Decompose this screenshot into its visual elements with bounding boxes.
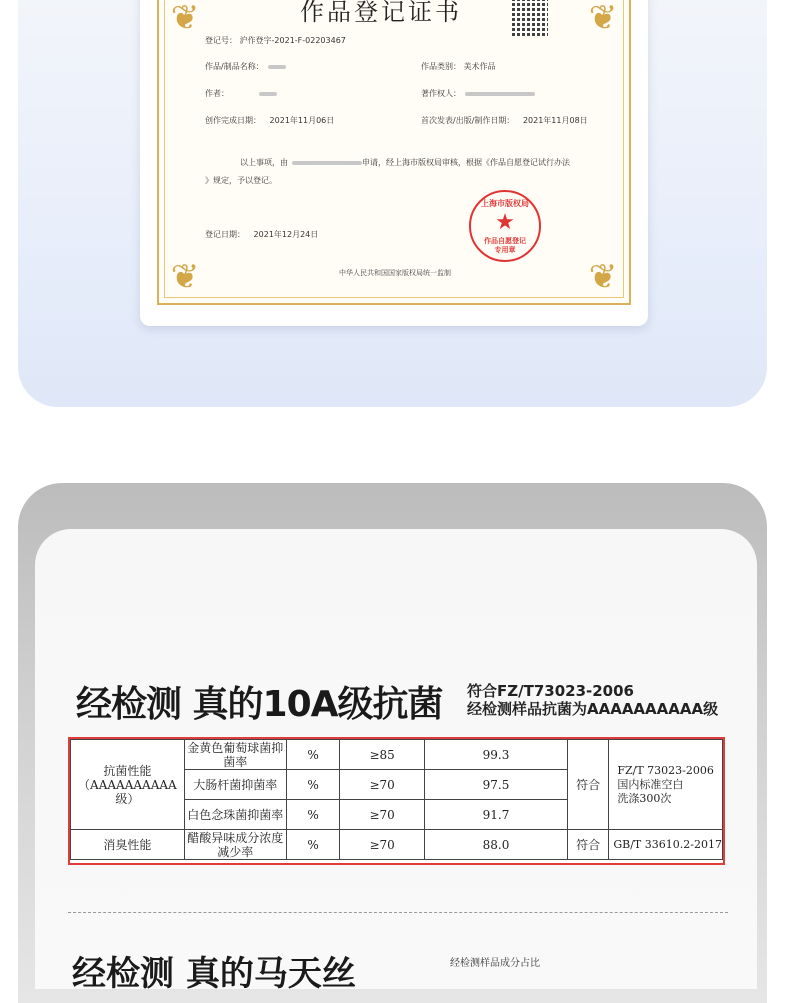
owner-label: 著作权人： — [421, 89, 461, 98]
table-row — [71, 830, 723, 860]
next-section-heading: 经检测 真的马天丝 — [72, 954, 356, 994]
section-divider — [68, 912, 728, 913]
published-date: 2021年11月08日 — [522, 116, 588, 125]
standard-cell: FZ/T 73023-2006 国内标准空白 洗涤300次 — [609, 740, 723, 830]
reg-no-row — [205, 35, 346, 46]
redacted-author — [259, 92, 277, 96]
requirement-cell: ≥70 — [340, 830, 425, 860]
body-line-1a: 以上事项，由 — [240, 158, 288, 167]
result-cell: 97.5 — [425, 770, 568, 800]
next-section-subheading: 经检测样品成分占比 — [450, 958, 540, 969]
completed-label: 创作完成日期： — [205, 116, 261, 125]
work-name-row — [205, 61, 286, 72]
item-cell: 金黄色葡萄球菌抑菌率 — [184, 740, 286, 770]
item-cell: 白色念珠菌抑菌率 — [184, 800, 286, 830]
reg-no-value: 沪作登字-2021-F-02203467 — [239, 36, 346, 45]
subheading-line-1: 符合FZ/T73023-2006 — [467, 682, 634, 700]
owner-row — [421, 88, 535, 99]
stamp-star-icon: ★ — [495, 210, 515, 235]
subheading-line-2: 经检测样品抗菌为AAAAAAAAAA级 — [467, 700, 719, 718]
standard-cell: GB/T 33610.2-2017 — [609, 830, 723, 860]
reg-date-value: 2021年12月24日 — [253, 230, 319, 239]
official-stamp — [469, 190, 541, 262]
ornament-top-right-icon: ❦ — [588, 0, 618, 38]
stamp-top-text: 上海市版权局 — [481, 199, 529, 208]
result-cell: 88.0 — [425, 830, 568, 860]
published-label: 首次发表/出版/制作日期： — [421, 116, 515, 125]
ornament-top-left-icon: ❦ — [170, 0, 200, 38]
stamp-line-2: 专用章 — [494, 246, 516, 254]
certificate-footer: 中华人民共和国国家版权局统一监制 — [339, 269, 451, 277]
certificate-title: 作品登记证书 — [300, 0, 462, 26]
body-line-1b: 申请，经上海市版权局审核，根据《作品自愿登记试行办法 — [362, 158, 570, 167]
unit-cell: % — [286, 830, 339, 860]
published-row — [421, 115, 588, 126]
body-line-2: 》规定，予以登记。 — [205, 176, 277, 185]
result-cell: 91.7 — [425, 800, 568, 830]
work-type-row — [421, 61, 496, 72]
table-row — [71, 740, 723, 770]
author-row — [205, 88, 277, 99]
requirement-cell: ≥85 — [340, 740, 425, 770]
reg-date-row — [205, 229, 318, 240]
redacted-applicant — [292, 161, 362, 165]
work-type-label: 作品类别： — [421, 62, 461, 71]
author-label: 作者： — [205, 89, 229, 98]
unit-cell: % — [286, 770, 339, 800]
verdict-cell: 符合 — [567, 830, 608, 860]
ornament-bottom-right-icon: ❦ — [588, 257, 618, 297]
item-cell: 大肠杆菌抑菌率 — [184, 770, 286, 800]
reg-no-label: 登记号： — [205, 36, 237, 45]
completed-row — [205, 115, 334, 126]
redacted-owner — [465, 92, 535, 96]
section-heading: 经检测 真的10A级抗菌 — [76, 684, 443, 725]
category-cell: 抗菌性能 （AAAAAAAAAA级） — [71, 740, 185, 830]
unit-cell: % — [286, 740, 339, 770]
section-subheading — [467, 682, 718, 718]
test-results-table — [68, 737, 725, 865]
work-type-value: 美术作品 — [463, 62, 496, 71]
item-cell: 醋酸异味成分浓度减少率 — [184, 830, 286, 860]
result-cell: 99.3 — [425, 740, 568, 770]
work-name-label: 作品/制品名称： — [205, 62, 264, 71]
completed-date: 2021年11月06日 — [269, 116, 335, 125]
category-cell: 消臭性能 — [71, 830, 185, 860]
stamp-line-1: 作品自愿登记 — [484, 237, 526, 245]
requirement-cell: ≥70 — [340, 800, 425, 830]
redacted-work-name — [268, 65, 286, 69]
requirement-cell: ≥70 — [340, 770, 425, 800]
qr-code-pattern — [512, 0, 548, 36]
body-line-1 — [240, 157, 570, 168]
reg-date-label: 登记日期： — [205, 230, 245, 239]
verdict-cell: 符合 — [567, 740, 608, 830]
ornament-bottom-left-icon: ❦ — [170, 257, 200, 297]
unit-cell: % — [286, 800, 339, 830]
